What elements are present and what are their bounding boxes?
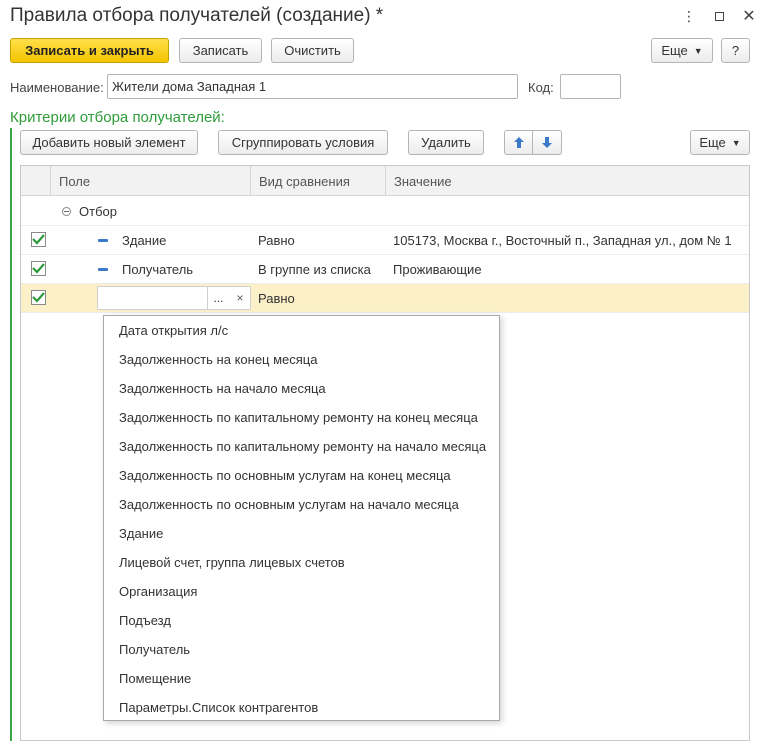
chevron-down-icon: ▼: [693, 45, 703, 56]
group-label: Отбор: [79, 203, 117, 219]
dropdown-item[interactable]: Задолженность на конец месяца: [119, 352, 318, 367]
checkmark-icon: [32, 292, 45, 303]
dropdown-item[interactable]: Здание: [119, 526, 164, 541]
more-button-label: Еще: [661, 43, 688, 58]
row-comparison: Равно: [258, 290, 295, 306]
window-title: Правила отбора получателей (создание) *: [10, 5, 384, 26]
row-field: Здание: [122, 232, 167, 248]
dropdown-item[interactable]: Задолженность по капитальному ремонту на конец месяца: [119, 410, 478, 425]
clear-button[interactable]: Очистить: [271, 38, 354, 63]
dropdown-item[interactable]: Задолженность по капитальному ремонту на начало месяца: [119, 439, 487, 454]
move-down-button[interactable]: [533, 130, 562, 155]
criteria-section-title: Критерии отбора получателей:: [10, 109, 225, 126]
dropdown-item[interactable]: Дата открытия л/с: [119, 323, 229, 338]
column-header-field[interactable]: Поле: [50, 166, 250, 196]
name-input[interactable]: Жители дома Западная 1: [107, 74, 518, 99]
dropdown-item[interactable]: Организация: [119, 584, 198, 599]
arrow-down-icon: [541, 136, 553, 149]
choose-button[interactable]: ...: [207, 287, 229, 309]
dropdown-item[interactable]: Параметры.Список контрагентов: [119, 700, 319, 715]
dropdown-item[interactable]: Лицевой счет, группа лицевых счетов: [119, 555, 345, 570]
dropdown-item[interactable]: Задолженность на начало месяца: [119, 381, 326, 396]
field-minus-icon: [98, 226, 108, 254]
table-row[interactable]: [21, 226, 749, 255]
table-row-group[interactable]: [21, 197, 749, 226]
more-button[interactable]: [651, 38, 713, 63]
column-header-comparison[interactable]: Вид сравнения: [250, 166, 385, 196]
close-icon[interactable]: ✕: [742, 8, 756, 25]
row-comparison: В группе из списка: [258, 261, 371, 277]
arrow-up-icon: [513, 136, 525, 149]
field-edit-input[interactable]: [97, 286, 251, 310]
column-header-value[interactable]: Значение: [385, 166, 749, 196]
move-up-button[interactable]: [504, 130, 533, 155]
row-value: 105173, Москва г., Восточный п., Западная ул., дом № 1: [393, 232, 732, 248]
code-input[interactable]: [560, 74, 621, 99]
dropdown-item[interactable]: Подъезд: [119, 613, 171, 628]
field-minus-icon: [98, 255, 108, 283]
save-button[interactable]: Записать: [179, 38, 262, 63]
section-divider: [10, 128, 12, 741]
checkmark-icon: [32, 234, 45, 245]
dropdown-item[interactable]: Задолженность по основным услугам на конец месяца: [119, 468, 451, 483]
dropdown-item[interactable]: Получатель: [119, 642, 191, 657]
table-row-active[interactable]: [21, 284, 749, 313]
add-element-button[interactable]: Добавить новый элемент: [20, 130, 198, 155]
row-checkbox[interactable]: [31, 261, 46, 276]
row-checkbox[interactable]: [31, 290, 46, 305]
field-dropdown-list: [103, 315, 500, 721]
row-comparison: Равно: [258, 232, 295, 248]
table-header: [21, 166, 749, 196]
group-conditions-button[interactable]: Сгруппировать условия: [218, 130, 388, 155]
criteria-more-label: Еще: [699, 135, 726, 150]
row-value: Проживающие: [393, 261, 482, 277]
criteria-more-button[interactable]: [690, 130, 750, 155]
clear-field-button[interactable]: ×: [236, 291, 244, 305]
chevron-down-icon: ▼: [731, 137, 741, 148]
row-checkbox[interactable]: [31, 232, 46, 247]
maximize-icon[interactable]: [709, 6, 729, 26]
dropdown-item[interactable]: Помещение: [119, 671, 192, 686]
dropdown-item[interactable]: Задолженность по основным услугам на начало месяца: [119, 497, 459, 512]
name-label: Наименование:: [10, 80, 104, 95]
save-and-close-button[interactable]: Записать и закрыть: [10, 38, 169, 63]
row-field: Получатель: [122, 261, 194, 277]
collapse-icon[interactable]: [62, 197, 71, 225]
delete-button[interactable]: Удалить: [408, 130, 484, 155]
code-label: Код:: [528, 80, 554, 95]
table-row[interactable]: [21, 255, 749, 284]
checkmark-icon: [32, 263, 45, 274]
help-button[interactable]: ?: [721, 38, 750, 63]
more-vert-icon[interactable]: ⋮: [682, 7, 696, 24]
